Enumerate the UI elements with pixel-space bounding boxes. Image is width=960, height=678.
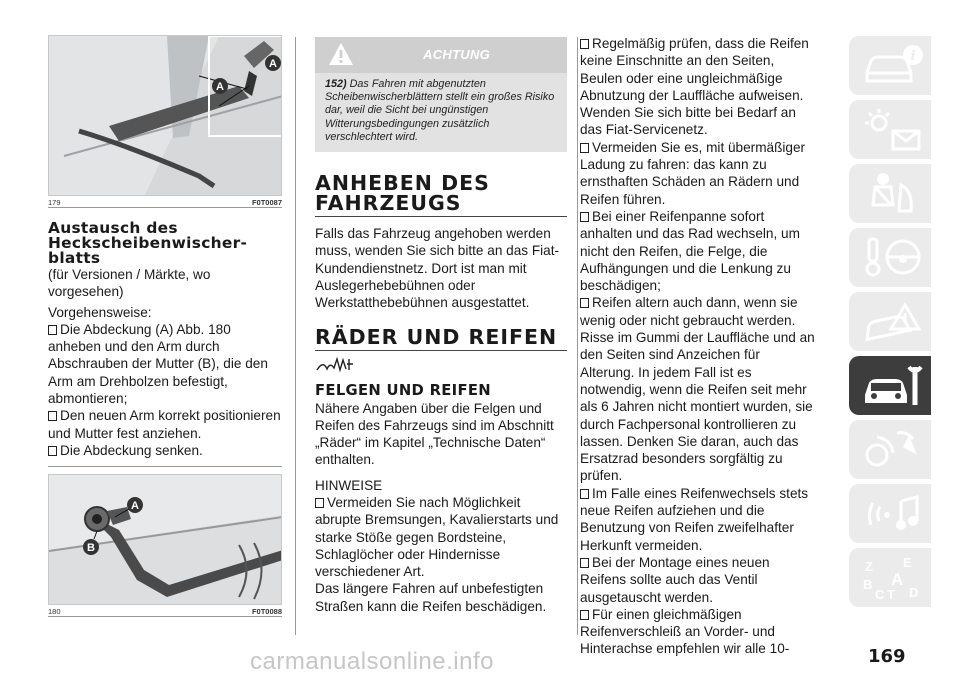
bullet-box-icon [48, 411, 57, 421]
warning-number: 152) [325, 78, 347, 90]
index-letter: B [863, 577, 873, 592]
index-letter: D [909, 585, 919, 600]
rear-wiper-step: Die Abdeckung senken. [48, 442, 282, 459]
figure-179-image [48, 35, 282, 196]
bullet-box-icon [580, 298, 589, 308]
rear-wiper-intro: Vorgehensweise: [48, 304, 152, 320]
watermark: carmanualsonline.info [250, 648, 494, 675]
bullet-box-icon [580, 610, 589, 620]
figure-179-code: F0T0087 [251, 198, 282, 207]
rear-wiper-step: Den neuen Arm korrekt positionieren und Mutter fest anziehen. [48, 408, 281, 441]
bullet-box-icon [580, 143, 589, 153]
tyre-tip: Bei der Montage eines neuen Reifens sollte auch das Ventil ausgetauscht werden. [580, 554, 770, 605]
tab-technical-data[interactable] [849, 420, 931, 479]
warning-box [315, 37, 567, 152]
emergency-car-icon [861, 299, 925, 345]
tyre-tip: Reifen altern auch dann, wenn sie wenig oder nicht gebraucht werden. Risse im Gummi der Lauffläche und an den Seiten sind Anzeichen für Alterung. In jedem Fall ist es notwendig, wenn die Reifen seit mehr als 6 Jahren nicht montiert wurden, sie durch Fachpersonal kontrollieren zu lassen. Denken Sie daran, auch das Ersatzrad besonders sorgfältig zu prüfen. [580, 295, 815, 484]
warning-body [315, 73, 567, 152]
bullet-box-icon [580, 558, 589, 568]
tab-getting-to-know-car[interactable] [849, 36, 931, 95]
tab-warning-lights[interactable] [849, 100, 931, 159]
wheels-rule [315, 350, 567, 351]
bullet-box-icon [580, 212, 589, 222]
car-wrench-icon [861, 363, 925, 409]
figure-180-label-a: A [131, 500, 139, 513]
column-middle [315, 35, 567, 615]
safety-seatbelt-icon [861, 171, 925, 217]
column-right [580, 35, 815, 658]
index-letter: E [903, 555, 912, 570]
wiper-arm-photo [49, 475, 282, 605]
alphabet-index-icon [861, 555, 925, 601]
column-separator-left [295, 37, 296, 635]
car-info-icon [861, 43, 925, 89]
tyre-tip: Bei einer Reifenpanne sofort anhalten und das Rad wechseln, um nicht den Reifen, die Felge, die Aufhängungen und die Lenkung zu beschädigen; [580, 208, 800, 294]
warning-text: Das Fahren mit abgenutzten Scheibenwischerblättern stellt ein großes Risiko dar, weil die Sicht bei ungünstigen Witterungsbedingungen zusätzlich verschlechtert wird. [325, 78, 555, 143]
rear-wiper-subtitle: (für Versionen / Märkte, wo vorgesehen) [48, 267, 211, 300]
notice-title: HINWEISE [315, 477, 383, 493]
wheels-heading: RÄDER UND REIFEN [315, 324, 558, 349]
index-letter: A [891, 570, 904, 589]
column-separator-right [577, 37, 578, 635]
warning-triangle-icon [327, 41, 355, 67]
figure-180-label-b: B [87, 542, 95, 555]
figure-180-caption [48, 607, 282, 616]
tab-emergency[interactable] [849, 292, 931, 351]
rear-wiper-photo [49, 36, 282, 196]
handwriting-signature-icon [315, 356, 355, 374]
tyres-heading: FELGEN UND REIFEN [315, 381, 491, 399]
figure-180-rule [48, 616, 282, 617]
figure-179-number: 179 [48, 198, 61, 207]
key-steering-wheel-icon [861, 235, 925, 281]
tyre-tip: Für einen gleichmäßigen Reifenverschleiß an Vorder- und Hinterachse empfehlen wir alle 10- [580, 606, 790, 657]
tab-multimedia[interactable] [849, 484, 931, 543]
figure-180-top-rule [48, 466, 282, 467]
figure-179-rule [48, 207, 282, 208]
figure-179-caption [48, 198, 282, 207]
figure-180-number: 180 [48, 607, 61, 617]
tab-safety[interactable] [849, 164, 931, 223]
figure-180-code: F0T0088 [251, 607, 282, 617]
notice-bullet: Vermeiden Sie nach Möglichkeit abrupte Bremsungen, Kavalierstarts und starke Stöße gegen Bordsteine, Schlaglöcher oder Hindernisse verschiedener Art. [315, 494, 559, 580]
index-letter: Z [865, 559, 873, 574]
column-left [48, 35, 282, 617]
tyre-tip: Im Falle eines Reifenwechsels stets neue Reifen aufziehen und die Benutzung von Reifen zweifelhafter Herkunft vermeiden. [580, 485, 809, 553]
warning-header [315, 37, 567, 73]
svg-text:i: i [910, 49, 916, 64]
multimedia-icon [861, 491, 925, 537]
tyres-text: Nähere Angaben über die Felgen und Reifen des Fahrzeugs sind im Abschnitt „Räder“ im Kapitel „Technische Daten“ enthalten. [315, 400, 554, 468]
tab-servicing-care[interactable] [849, 356, 931, 415]
technical-data-icon [861, 427, 925, 473]
lifting-heading: ANHEBEN DES FAHRZEUGS [315, 171, 490, 216]
bullet-box-icon [315, 498, 324, 508]
figure-180-image [48, 474, 282, 605]
rear-wiper-heading: Austausch des Heckscheibenwischer-blatts [48, 219, 248, 267]
chapter-tabs [849, 36, 931, 612]
tyre-tip: Regelmäßig prüfen, dass die Reifen keine Einschnitte an den Seiten, Beulen oder eine ungleichmäßige Abnutzung der Lauffläche aufweisen. Wenden Sie sich bitte bei Bedarf an das Fiat-Servicenetz. [580, 36, 809, 138]
lifting-text: Falls das Fahrzeug angehoben werden muss, wenden Sie sich bitte an das Fiat-Kundendienstnetz. Dort ist man mit Auslegerhebebühnen oder Werkstatthebebühnen ausgestattet. [315, 226, 560, 311]
tab-index[interactable] [849, 548, 931, 607]
lifting-rule [315, 216, 567, 217]
bullet-box-icon [48, 446, 57, 456]
index-letter: T [887, 587, 895, 601]
rear-wiper-step: Die Abdeckung (A) Abb. 180 anheben und den Arm durch Abschrauben der Mutter (B), die den Arm am Drehbolzen befestigt, abmontieren; [48, 321, 268, 407]
warning-lights-icon [861, 107, 925, 153]
tyre-tip: Vermeiden Sie es, mit übermäßiger Ladung zu fahren: das kann zu ernsthaften Schäden an Rädern und Reifen führen. [580, 139, 806, 207]
warning-title: ACHTUNG [423, 47, 491, 62]
notice-text: Das längere Fahren auf unbefestigten Straßen kann die Reifen beschädigen. [315, 581, 547, 614]
bullet-box-icon [580, 489, 589, 499]
bullet-box-icon [48, 325, 57, 335]
figure-179-label-a: A [269, 58, 277, 70]
index-letter: C [875, 587, 885, 601]
page-number: 169 [868, 646, 906, 667]
figure-179-label-a-second: A [216, 81, 224, 93]
bullet-box-icon [580, 39, 589, 49]
tab-starting-driving[interactable] [849, 228, 931, 287]
